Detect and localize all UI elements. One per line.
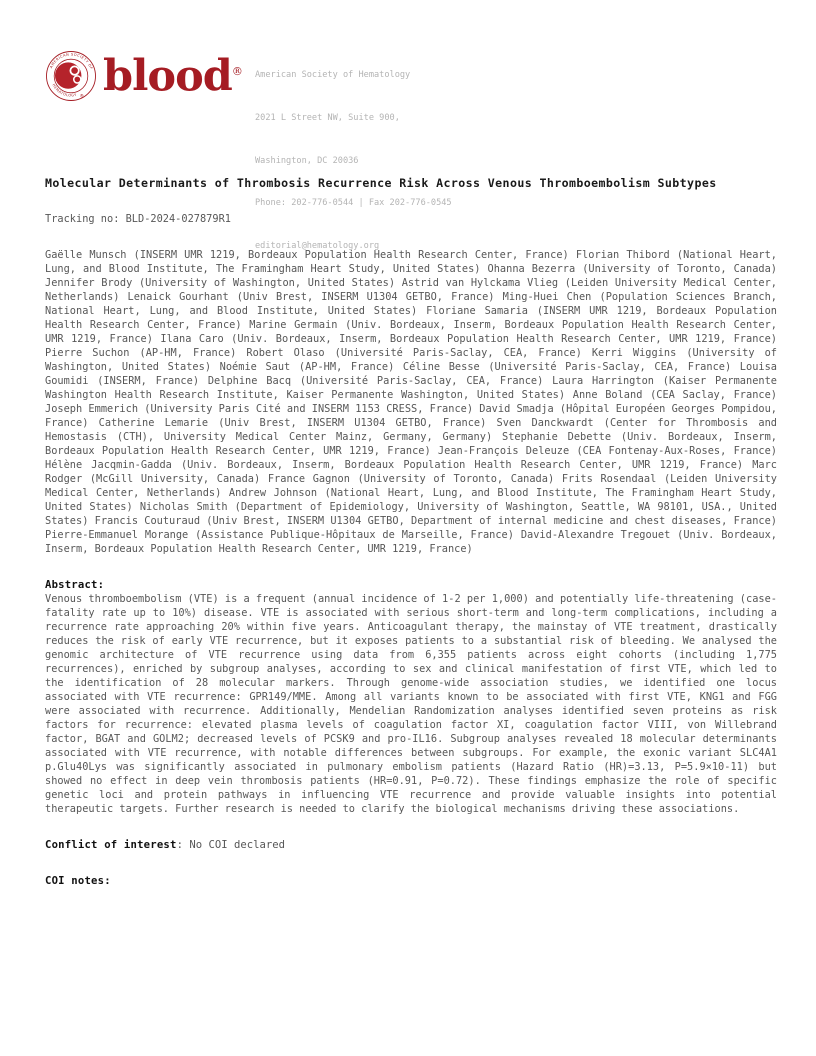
address-line-phone-fax: Phone: 202-776-0544 | Fax 202-776-0545: [255, 198, 452, 209]
conflict-of-interest-section: [45, 838, 777, 852]
svg-text:HEMATOLOGY: HEMATOLOGY: [51, 83, 78, 98]
conflict-of-interest-label: Conflict of interest: [45, 838, 177, 851]
abstract-section: [45, 578, 777, 816]
conflict-of-interest-separator: :: [176, 838, 190, 851]
address-line-email: editorial@hematology.org: [255, 240, 380, 251]
address-line-city: Washington, DC 20036: [255, 155, 359, 166]
blood-wordmark: [103, 50, 243, 102]
abstract-body: Venous thromboembolism (VTE) is a frequent (annual incidence of 1-2 per 1,000) and potentially life-threatening (case-fatality rate up to 10%) disease. VTE is associated with serious short-term and long-term complications, including a recurrence rate approaching 20% within five years. Anticoagulant therapy, the mainstay of VTE treatment, drastically reduces the risk of early VTE recurrence, but it exposes patients to a substantial risk of bleeding. We analysed the genomic architecture of VTE recurrence using data from 6,355 patients across eight cohorts (including 1,775 recurrences), enriched by subgroup analyses, according to sex and clinical manifestation of first VTE, which led to the identification of 28 molecular markers. Through genome-wide association studies, we identified one locus associated with VTE recurrence: GPR149/MME. Among all variants known to be associated with first VTE, KNG1 and FGG were associated with recurrence. Additionally, Mendelian Randomization analyses identified seven proteins as risk factors for recurrence: elevated plasma levels of coagulation factor XI, coagulation factor VIII, von Willebrand factor, BGAT and GOLM2; decreased levels of PCSK9 and pro-IL16. Subgroup analyses revealed 18 molecular determinants associated with VTE recurrence, with notable differences between subgroups. For example, the exonic variant SLC4A1 p.Glu40Lys was significantly associated in pulmonary embolism patients (Hazard Ratio (HR)=3.13, P=5.9×10-11) but showed no effect in deep vein thrombosis patients (HR=0.91, P=0.72). These findings emphasize the role of specific genetic loci and protein pathways in influencing VTE recurrence and provide valuable insights into potential therapeutic targets. Further research is needed to clarify the biological mechanisms driving these associations.: [45, 592, 777, 815]
ash-seal-logo: [45, 50, 97, 102]
blood-wordmark-text: blood: [103, 51, 232, 102]
document-content: [45, 175, 777, 888]
coi-notes-section: [45, 874, 777, 888]
author-affiliation-list: Gaëlle Munsch (INSERM UMR 1219, Bordeaux Population Health Research Center, France) Florian Thibord (National Heart, Lung, and Blood Institute, The Framingham Heart Study, United States) Ohanna Bezerra (University of Toronto, Canada) Jennifer Brody (University of Washington, United States) Astrid van Hylckama Vlieg (Leiden University Medical Center, Netherlands) Lenaick Gourhant (Univ Brest, INSERM U1304 GETBO, France) Ming-Huei Chen (Population Sciences Branch, National Heart, Lung, and Blood Institute, United States) Floriane Samaria (INSERM UMR 1219, Bordeaux Population Health Research Center, France) Marine Germain (Univ. Bordeaux, Inserm, Bordeaux Population Health Research Center, UMR 1219, France) Ilana Caro (Univ. Bordeaux, Inserm, Bordeaux Population Health Research Center, UMR 1219, France) Pierre Suchon (AP-HM, France) Robert Olaso (Université Paris-Saclay, CEA, France) Kerri Wiggins (University of Washington, United States) Noémie Saut (AP-HM, France) Céline Besse (Université Paris-Saclay, CEA, France) Louisa Goumidi (INSERM, France) Delphine Bacq (Université Paris-Saclay, CEA, France) Laura Harrington (Kaiser Permanente Washington Health Research Institute, Kaiser Permanente Washington, United States) Anne Boland (CEA Saclay, France) Joseph Emmerich (University Paris Cité and INSERM 1153 CRESS, France) David Smadja (Hôpital Européen Georges Pompidou, France) Catherine Lemarie (Univ Brest, INSERM U1304 GETBO, France) Sven Danckwardt (Center for Thrombosis and Hemostasis (CTH), University Medical Center Mainz, Germany, Germany) Stephanie Debette (Univ. Bordeaux, Inserm, Bordeaux Population Health Research Center, UMR 1219, France) Jean-François Deleuze (CEA Fontenay-Aux-Roses, France) Hélène Jacqmin-Gadda (Univ. Bordeaux, Inserm, Bordeaux Population Health Research Center, UMR 1219, France) Marc Rodger (McGill University, Canada) France Gagnon (University of Toronto, Canada) Frits Rosendaal (Leiden University Medical Center, Netherlands) Andrew Johnson (National Heart, Lung, and Blood Institute, The Framingham Heart Study, United States) Nicholas Smith (Department of Epidemiology, University of Washington, Seattle, WA 98101, USA., United States) Francis Couturaud (Univ Brest, INSERM U1304 GETBO, Department of internal medicine and chest diseases, France) Pierre-Emmanuel Morange (Assistance Publique-Hôpitaux de Marseille, France) David-Alexandre Tregouet (Univ. Bordeaux, Inserm, Bordeaux Population Health Research Center, UMR 1219, France): [45, 248, 777, 555]
blood-journal-brand: [45, 50, 243, 102]
address-line-street: 2021 L Street NW, Suite 900,: [255, 113, 400, 124]
svg-text:®: ®: [79, 94, 84, 100]
ash-seal-icon: [45, 50, 97, 102]
coi-notes-heading: COI notes:: [45, 874, 111, 887]
registered-trademark-icon: ®: [231, 64, 243, 78]
conflict-of-interest-heading: [45, 838, 777, 852]
abstract-heading: Abstract:: [45, 578, 105, 591]
conflict-of-interest-value: No COI declared: [189, 838, 285, 851]
address-line-organization: American Society of Hematology: [255, 70, 411, 81]
svg-text:AMERICAN SOCIETY OF: AMERICAN SOCIETY OF: [49, 52, 94, 71]
page-title: Molecular Determinants of Thrombosis Recurrence Risk Across Venous Thromboembolism Subtypes: [45, 176, 717, 190]
tracking-number: Tracking no: BLD-2024-027879R1: [45, 212, 231, 225]
